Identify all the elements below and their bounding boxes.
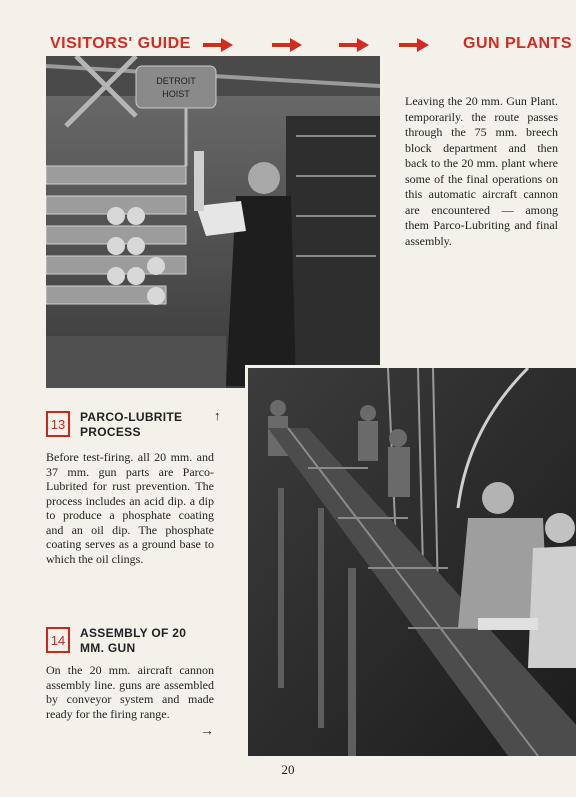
section-13-text: Before test-firing. all 20 mm. and 37 mm. gun parts are Parco-Lubrited for rust prevention. The process includes an acid dip. a dip to produce a phosphate coating and an oil dip. The phosphate coating serves as a ground base to which the oil clings. [46, 450, 214, 566]
header-title-right: GUN PLANTS [463, 35, 572, 52]
section-13-heading [46, 410, 190, 440]
svg-text:HOIST: HOIST [162, 89, 190, 99]
hoist-sign-text: DETROIT [156, 76, 196, 86]
arrow-right-icon [272, 36, 302, 54]
section-14-text: On the 20 mm. aircraft cannon assembly line. guns are assembled by conveyor system and made ready for the firing range. [46, 663, 214, 721]
section-number-badge: 14 [46, 627, 70, 653]
photo-parco-lubrite-worker [46, 56, 380, 388]
intro-paragraph: Leaving the 20 mm. Gun Plant. temporarily. the route passes through the 75 mm. breech block department and then back to the 20 mm. plant where some of the final operations on this automatic aircraft cannon are encountered — among them Parco-Lubriting and final assembly. [405, 94, 558, 248]
page-number: 20 [281, 762, 295, 777]
arrow-right-icon [399, 36, 429, 54]
section-title: ASSEMBLY OF 20 MM. GUN [80, 626, 187, 655]
page-header [0, 32, 576, 58]
arrow-up-icon: ↑ [214, 408, 221, 423]
section-number-badge: 13 [46, 411, 70, 437]
section-title: PARCO-LUBRITE PROCESS [80, 410, 183, 439]
section-14-heading [46, 626, 190, 656]
header-title-left: VISITORS' GUIDE [50, 35, 191, 52]
photo-assembly-line [245, 365, 576, 756]
arrow-right-small-icon: → [200, 724, 214, 739]
arrow-right-icon [339, 36, 369, 54]
arrow-right-icon [203, 36, 233, 54]
